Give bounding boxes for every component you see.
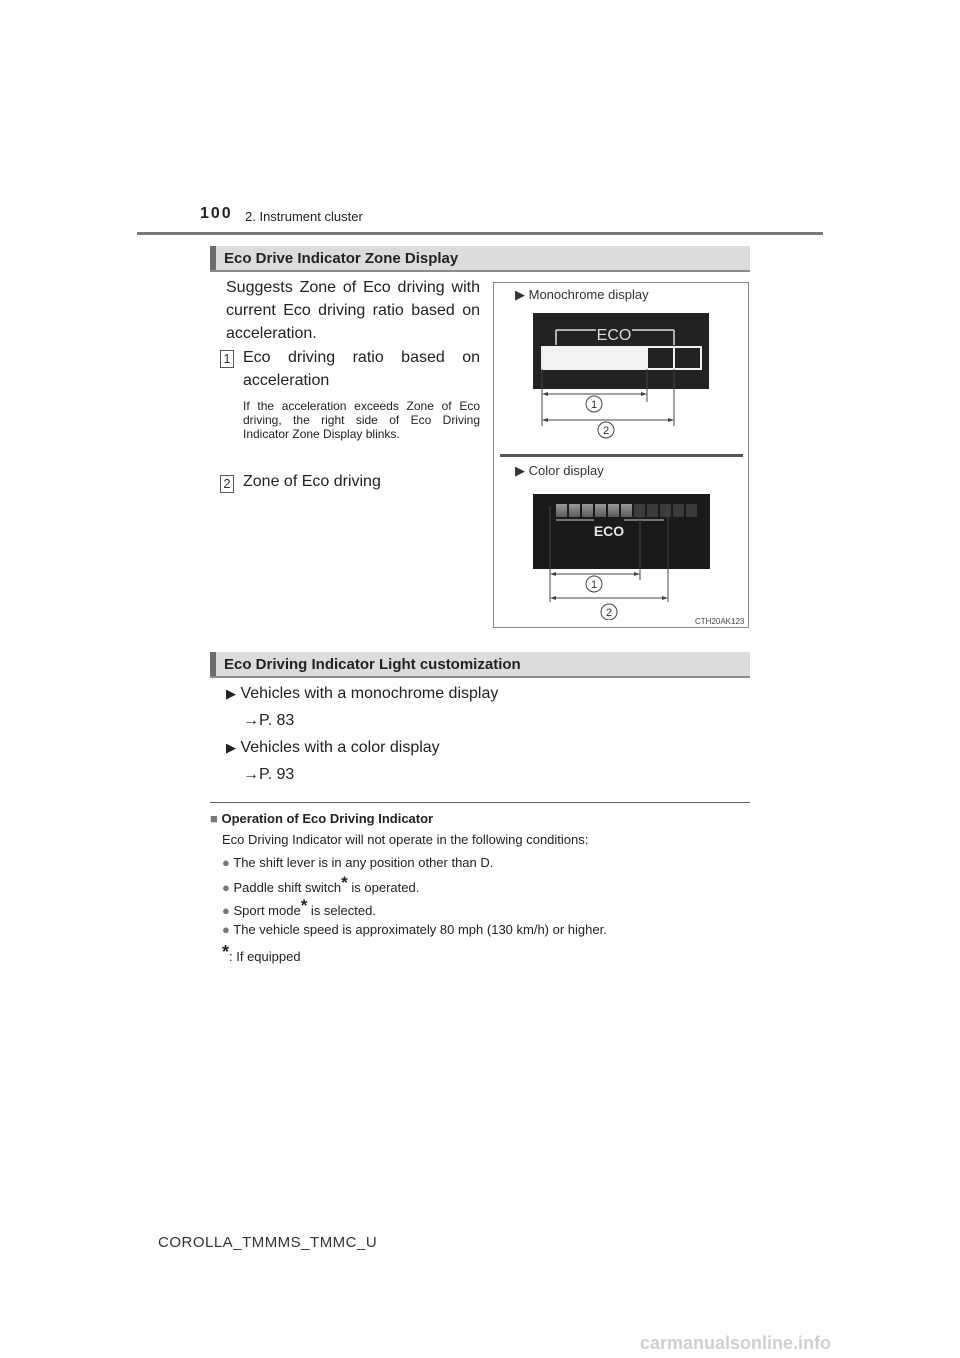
customization-ref-color[interactable] [243,766,294,784]
item-1-note: If the acceleration exceeds Zone of Eco driving, the right side of Eco Driving Indicator Zone Display blinks. [243,399,480,441]
item-number-1: 1 [220,350,234,368]
condition-text-after: is selected. [307,903,376,918]
footnote-text: : If equipped [229,949,301,964]
header-rule [137,232,823,235]
triangle-right-icon: ▶ [515,463,525,478]
callout-1-mono: 1 [590,399,598,411]
section-title-bar-customization [210,652,750,678]
eco-text-color: ECO [593,523,625,539]
page-ref-link[interactable]: P. 93 [259,766,295,783]
condition-text: Sport mode [233,903,301,918]
item-number-2: 2 [220,475,234,493]
square-bullet-icon: ■ [210,811,218,826]
color-display-label: Color display [528,463,604,478]
triangle-right-icon: ▶ [226,686,236,701]
circle-bullet-icon: ● [222,922,230,937]
condition-item [222,896,376,920]
asterisk-icon: * [222,942,230,962]
color-display-illustration [494,480,748,620]
section-tab [210,246,216,270]
triangle-right-icon: ▶ [515,287,525,302]
circle-bullet-icon: ● [222,903,230,918]
notes-divider [210,802,750,803]
operation-heading: Operation of Eco Driving Indicator [221,811,434,826]
customization-item-color [226,739,440,757]
item-1-text: Eco driving ratio based on acceleration [243,349,480,389]
intro-paragraph: Suggests Zone of Eco driving with current Eco driving ratio based on acceleration. [226,279,480,342]
operation-intro: Eco Driving Indicator will not operate in the following conditions: [222,832,589,847]
figure-code: CTH20AK123 [695,617,745,626]
condition-text: Paddle shift switch [233,880,342,895]
arrow-right-icon: → [243,712,259,729]
section-title-bar-zone-display [210,246,750,272]
condition-item [222,873,420,897]
figure-divider [500,454,743,457]
page-number: 100 [200,205,233,222]
condition-text-after: is operated. [347,880,420,895]
customization-item-mono [226,685,498,703]
condition-item [222,922,607,937]
operation-heading-row [210,811,433,826]
monochrome-display-illustration [494,300,748,450]
section-tab [210,652,216,676]
section-title: Eco Driving Indicator Light customization [224,656,521,673]
document-code: COROLLA_TMMMS_TMMC_U [158,1234,378,1251]
circle-bullet-icon: ● [222,880,230,895]
arrow-right-icon: → [243,766,259,783]
eco-text-mono: ECO [596,327,632,344]
color-label-row [515,463,604,479]
chapter-title: 2. Instrument cluster [245,209,363,224]
mono-display-label: Monochrome display [528,287,649,302]
callout-2-mono: 2 [602,425,610,437]
page-ref-link[interactable]: P. 83 [259,712,295,729]
condition-text: The vehicle speed is approximately 80 mph (130 km/h) or higher. [233,922,607,937]
watermark: carmanualsonline.info [640,1333,832,1353]
circle-bullet-icon: ● [222,855,230,870]
triangle-right-icon: ▶ [226,740,236,755]
customization-item-text: Vehicles with a monochrome display [240,685,499,702]
callout-1-color: 1 [590,579,598,591]
customization-item-text: Vehicles with a color display [240,739,440,756]
asterisk-icon: * [300,896,308,915]
condition-item [222,855,493,870]
footnote [222,942,301,966]
item-2-text: Zone of Eco driving [243,473,381,490]
section-title: Eco Drive Indicator Zone Display [224,250,459,267]
item-1-text-line [243,346,480,392]
asterisk-icon: * [341,873,348,892]
customization-ref-mono[interactable] [243,712,294,730]
condition-text: The shift lever is in any position other than D. [233,855,494,870]
callout-2-color: 2 [605,607,613,619]
